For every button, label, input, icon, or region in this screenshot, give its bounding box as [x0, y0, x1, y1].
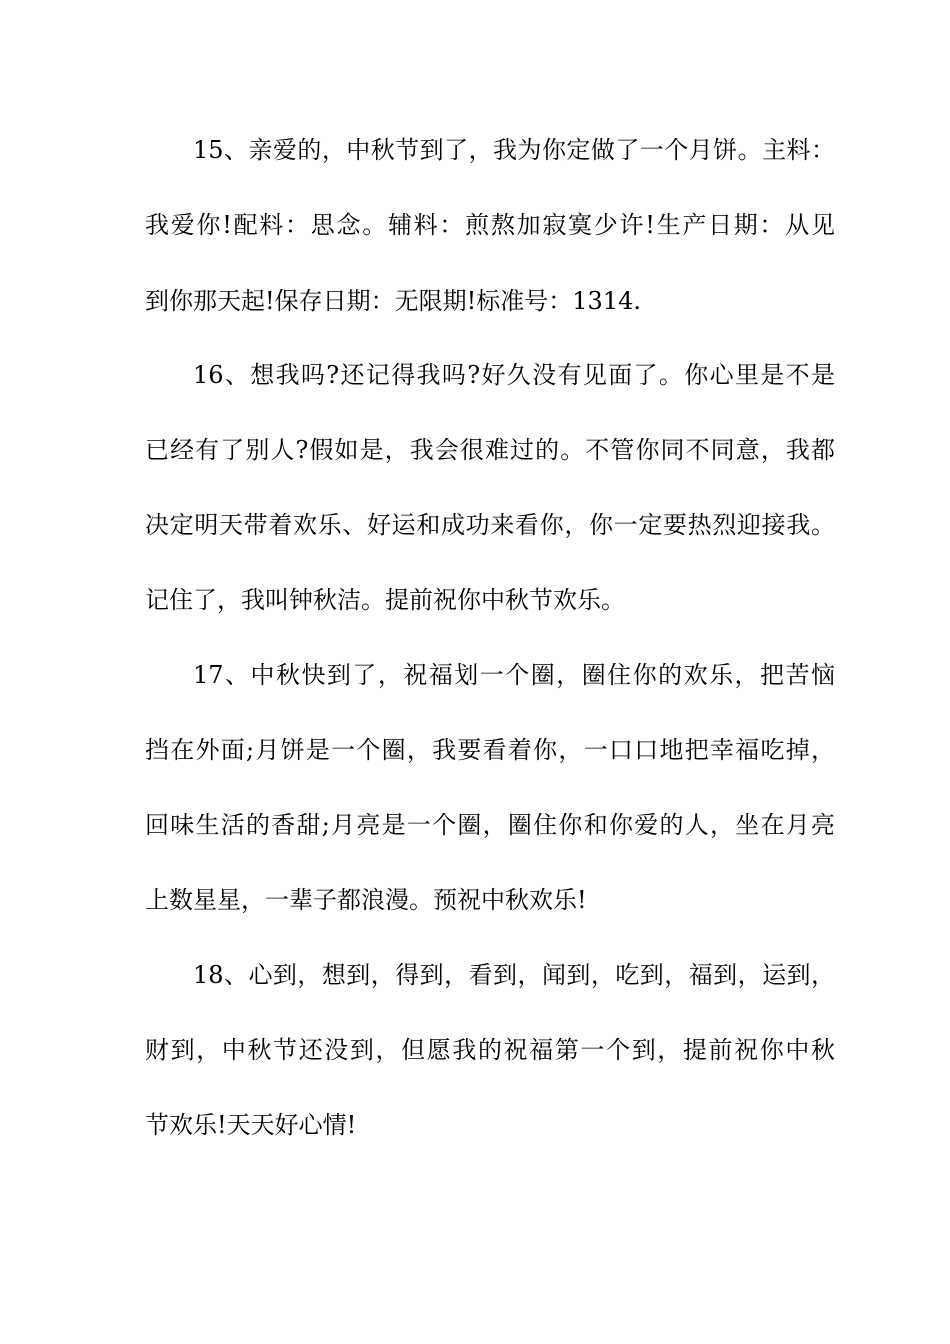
- text-line: 挡在外面;月饼是一个圈，我要看着你，一口口地把幸福吃掉，: [145, 736, 835, 764]
- text-line: 已经有了别人?假如是，我会很难过的。不管你同不同意，我都: [145, 436, 835, 464]
- text-line: 决定明天带着欢乐、好运和成功来看你，你一定要热烈迎接我。: [145, 511, 835, 539]
- text-line: 我爱你!配料：思念。辅料：煎熬加寂寞少许!生产日期：从见: [145, 211, 835, 239]
- text-line: 记住了，我叫钟秋洁。提前祝你中秋节欢乐。: [145, 586, 625, 614]
- text-line: 到你那天起!保存日期：无限期!标准号：1314.: [145, 287, 641, 315]
- text-line: 17、中秋快到了，祝福划一个圈，圈住你的欢乐，把苦恼: [193, 661, 835, 689]
- text-line: 15、亲爱的，中秋节到了，我为你定做了一个月饼。主料：: [193, 136, 835, 164]
- text-line: 18、心到，想到，得到，看到，闻到，吃到，福到，运到，: [193, 961, 835, 989]
- text-line: 16、想我吗?还记得我吗?好久没有见面了。你心里是不是: [193, 361, 835, 389]
- text-line: 回味生活的香甜;月亮是一个圈，圈住你和你爱的人，坐在月亮: [145, 811, 835, 839]
- text-line: 节欢乐!天天好心情!: [145, 1111, 357, 1139]
- text-line: 财到，中秋节还没到，但愿我的祝福第一个到，提前祝你中秋: [145, 1036, 835, 1064]
- text-line: 上数星星，一辈子都浪漫。预祝中秋欢乐!: [145, 886, 587, 914]
